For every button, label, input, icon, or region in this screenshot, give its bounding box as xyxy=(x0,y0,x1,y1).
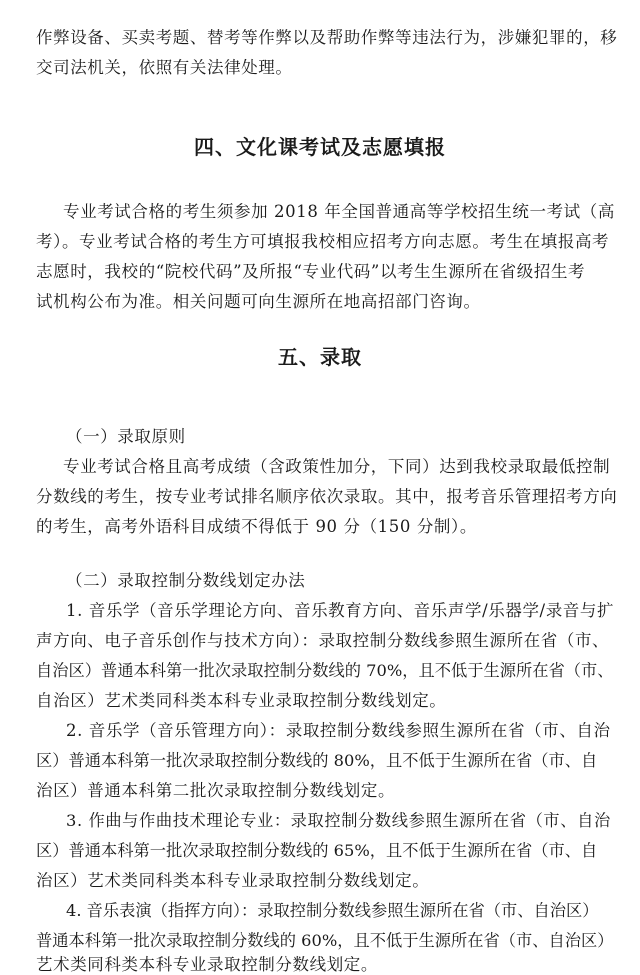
paragraph-line: 志愿时，我校的“院校代码”及所报“专业代码”以考生生源所在省级招生考 xyxy=(36,262,586,281)
paragraph-line: 声方向、电子音乐创作与技术方向）：录取控制分数线参照生源所在省（市、 xyxy=(36,631,610,650)
paragraph-line: 专业考试合格的考生须参加 2018 年全国普通高等学校招生统一考试（高 xyxy=(63,202,615,221)
paragraph-line: 1. 音乐学（音乐学理论方向、音乐教育方向、音乐声学/乐器学/录音与扩 xyxy=(66,601,615,620)
paragraph-line: 自治区）普通本科第一批次录取控制分数线的 70%，且不低于生源所在省（市、 xyxy=(36,661,614,680)
paragraph-line: 艺术类同科类本科专业录取控制分数线划定。 xyxy=(36,955,378,974)
paragraph-line: 治区）普通本科第二批次录取控制分数线划定。 xyxy=(36,781,396,800)
paragraph-line: 专业考试合格且高考成绩（含政策性加分，下同）达到我校录取最低控制 xyxy=(63,457,611,476)
paragraph-line: 交司法机关，依照有关法律处理。 xyxy=(36,58,293,77)
paragraph-line: 作弊设备、买卖考题、替考等作弊以及帮助作弊等违法行为，涉嫌犯罪的，移 xyxy=(36,28,618,47)
paragraph-line: 区）普通本科第一批次录取控制分数线的 80%，且不低于生源所在省（市、自 xyxy=(36,751,598,770)
paragraph-line: 考）。专业考试合格的考生方可填报我校相应招考方向志愿。考生在填报高考 xyxy=(36,232,610,251)
paragraph-line: 普通本科第一批次录取控制分数线的 60%，且不低于生源所在省（市、自治区） xyxy=(36,931,614,950)
section-heading-5: 五、录取 xyxy=(278,345,362,369)
paragraph-line: 治区）艺术类同科类本科专业录取控制分数线划定。 xyxy=(36,871,430,890)
subsection-title: （一）录取原则 xyxy=(66,427,186,446)
paragraph-line: 自治区）艺术类同科类本科专业录取控制分数线划定。 xyxy=(36,691,447,710)
section-heading-4: 四、文化课考试及志愿填报 xyxy=(194,135,446,159)
paragraph-line: 的考生，高考外语科目成绩不得低于 90 分（150 分制）。 xyxy=(36,517,477,536)
paragraph-line: 2. 音乐学（音乐管理方向）：录取控制分数线参照生源所在省（市、自治 xyxy=(66,721,611,740)
paragraph-line: 3. 作曲与作曲技术理论专业：录取控制分数线参照生源所在省（市、自治 xyxy=(66,811,611,830)
paragraph-line: 分数线的考生，按专业考试排名顺序依次录取。其中，报考音乐管理招考方向 xyxy=(36,487,618,506)
subsection-title: （二）录取控制分数线划定办法 xyxy=(66,571,306,590)
paragraph-line: 区）普通本科第一批次录取控制分数线的 65%，且不低于生源所在省（市、自 xyxy=(36,841,598,860)
paragraph-line: 4. 音乐表演（指挥方向）：录取控制分数线参照生源所在省（市、自治区） xyxy=(66,901,599,920)
paragraph-line: 试机构公布为准。相关问题可向生源所在地高招部门咨询。 xyxy=(36,292,481,311)
